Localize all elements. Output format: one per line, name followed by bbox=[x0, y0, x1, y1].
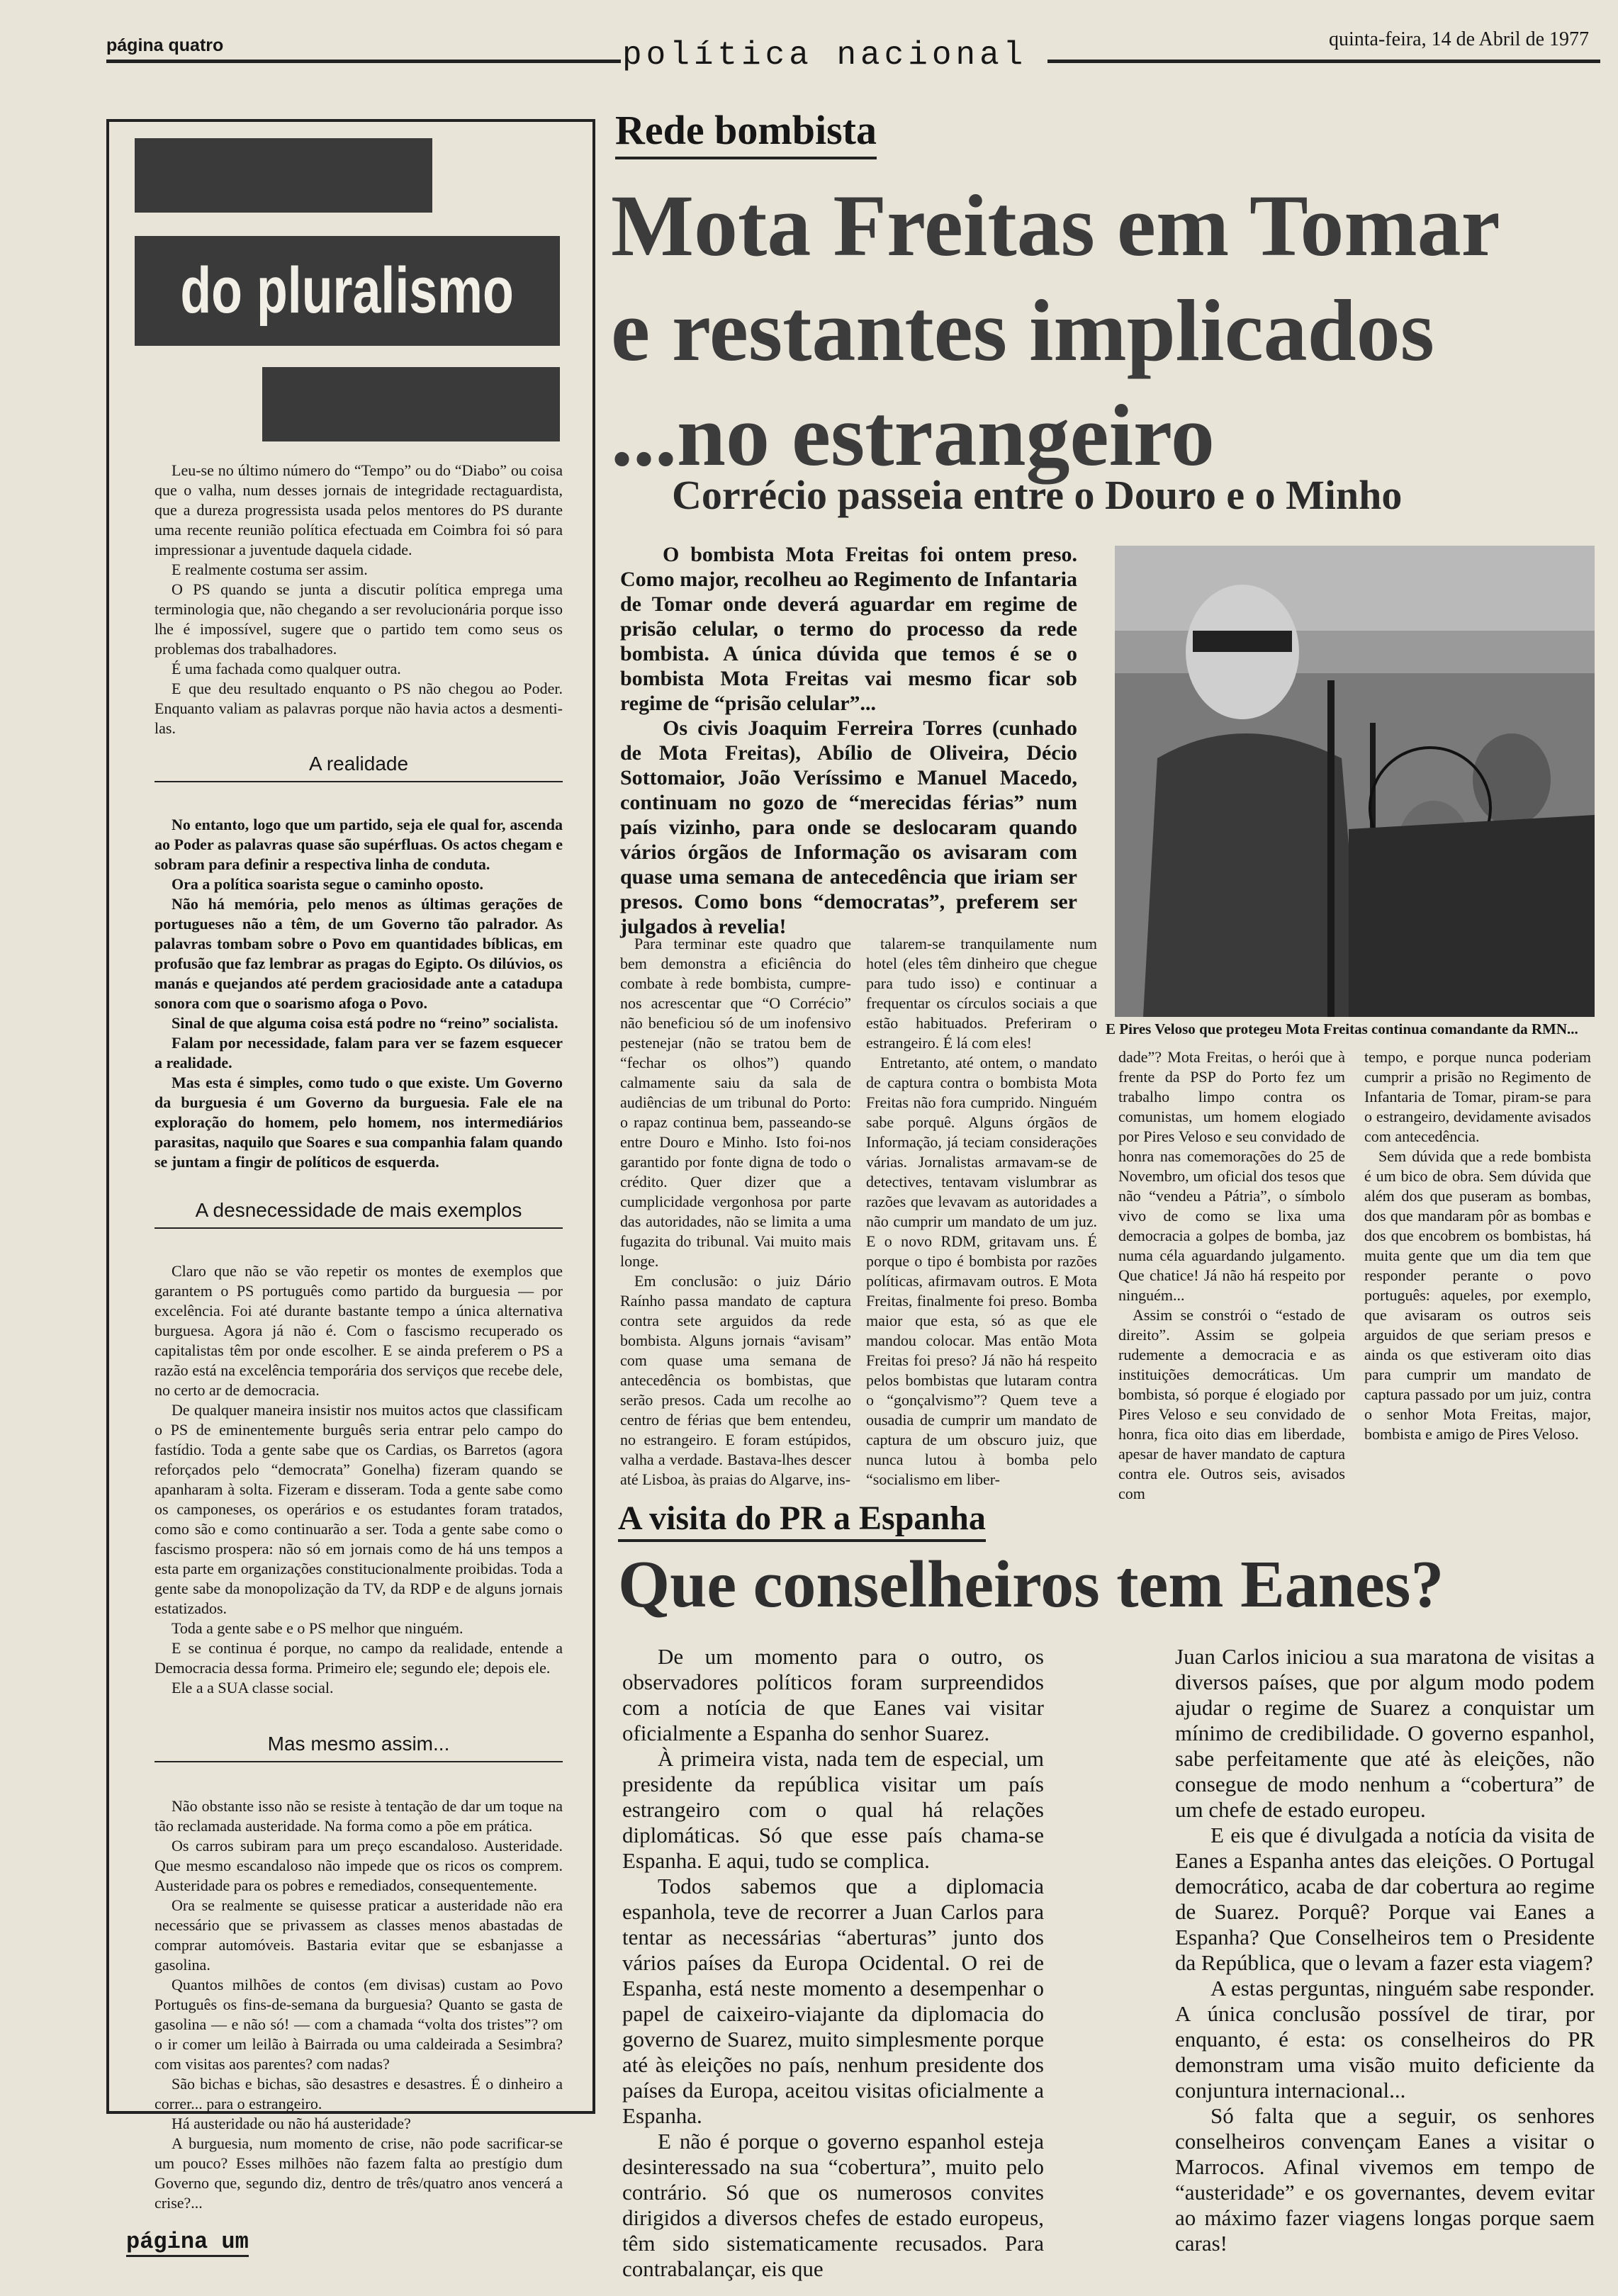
article1-col3-p1: dade”? Mota Freitas, o herói que à frente da PSP do Porto fez um trabalho limpo contra os comunistas, um homem elogiado por Pires Veloso e seu convidado de honra nas comemorações do 25 de Novembro, um oficial dos tesos que não “vendeu a Pátria”, o símbolo vivo de como se lixa uma democracia a golpes de bomba, jaz numa céla aguardando julgamento. Que chatice! Já não há respeito por ninguém... bbox=[1118, 1048, 1345, 1304]
article2-col1-p3: Todos sabemos que a diplomacia espanhola, teve de recorrer a Juan Carlos para tentar as necessárias “aberturas” junto dos vários países da Europa Ocidental. O rei de Espanha, está neste momento a desempenhar o papel de caixeiro-viajante da diplomacia do governo de Suarez, muito simplesmente porque até às eleições no país, nenhum presidente dos países da Europa, aceitou visitas oficialmente a Espanha. bbox=[622, 1874, 1044, 2128]
article1-col4-p1: tempo, e porque nunca poderiam cumprir a prisão no Regimento de Infantaria de Tomar, piram-se para o estrangeiro, devidamente avisados com antecedência. bbox=[1364, 1048, 1591, 1145]
header-rule-left bbox=[106, 60, 621, 63]
sidebar-intro bbox=[155, 461, 563, 738]
sidebar-sec3-p6: Há austeridade ou não há austeridade? bbox=[172, 2115, 411, 2132]
sidebar-sec3-p4: Quantos milhões de contos (em divisas) custam ao Povo Português os fins-de-semana da burguesia? Quanto se gasta de gasolina — e não só! — com a chamada “volta dos tristes”? om o ir comer um leilão à Bairrada ou uma caldeirada a Sesimbra? com visitas aos parentes? com nadas? bbox=[155, 1976, 563, 2073]
article2-col2 bbox=[1175, 1644, 1595, 2256]
sidebar-sec2-body bbox=[155, 1261, 563, 1698]
article1-col1 bbox=[620, 934, 851, 1490]
article2-col2-p3: A estas perguntas, ninguém sabe responder. A única conclusão possível de tirar, por enquanto, é esta: os conselheiros do PR demonstram uma visão muito deficiente da conjuntura internacional... bbox=[1175, 1976, 1595, 2103]
article2-col2-p4: Só falta que a seguir, os senhores conselheiros convençam Eanes a visitar o Marrocos. Afinal vivemos em tempo de “austeridade” e os governantes, devem evitar ao máximo fazer viagens longas porque saem caras! bbox=[1175, 2103, 1595, 2256]
article2-kicker bbox=[618, 1499, 986, 1542]
article1-headline-line1: Mota Freitas em Tomar bbox=[611, 177, 1500, 274]
article2-kicker-text: A visita do PR a Espanha bbox=[618, 1499, 986, 1537]
article1-headline-line2: e restantes implicados bbox=[611, 282, 1434, 379]
article2-col2-p1: Juan Carlos iniciou a sua maratona de visitas a diversos países, que por algum modo podem ajudar o regime de Suarez a conquistar um mínimo de credibilidade. O governo espanhol, sabe perfeitamente que até às eleições, não consegue de modo nenhum a “cobertura” de um chefe de estado europeu. bbox=[1175, 1644, 1595, 1822]
header-rule-right bbox=[1047, 60, 1600, 63]
article1-deck: Corrécio passeia entre o Douro e o Minho bbox=[672, 472, 1403, 518]
sidebar-sec2-p2: De qualquer maneira insistir nos muitos actos que classificam o PS de eminentemente burguês seria entrar pelo campo do fastídio. Toda a gente sabe que os Cardias, os Barretos (agora reforçados pelo “democrata” Gonelha) fizeram quando se apanharam à solta. Fizeram e disseram. Toda a gente sabe como os camponeses, os operários e os estudantes foram tratados, como são e como continuarão a ser. Toda a gente sabe como o fascismo prospera: não só em jornais como de há uns tempos a esta parte em organizações constitucionalmente proibidas. Toda a gente sabe da monopolização da TV, da RDP e de alguns jornais estatizados. bbox=[155, 1401, 563, 1617]
article2-headline: Que conselheiros tem Eanes? bbox=[618, 1548, 1444, 1621]
article1-photo-caption: E Pires Veloso que protegeu Mota Freitas continua comandante da RMN... bbox=[1106, 1020, 1578, 1037]
sidebar-sec2-p1: Claro que não se vão repetir os montes de exemplos que garantem o PS português como partido da burguesia — por excelência. Foi até durante bastante tempo a única alternativa burguesa. Agora já não é. Com o fascismo recuperado os capitalistas têm por onde escolher. E se ainda preferem o PS a razão está na excelência temporária dos serviços que recebe dele, no certo ar de democracia. bbox=[155, 1262, 563, 1399]
article1-col1-p1: Para terminar este quadro que bem demonstra a eficiência do combate à rede bombista, cumpre-nos acrescentar que “O Corrécio” não beneficiou só de um inofensivo pestenejar (não se tratou bem de “fechar os olhos”) quando calmamente saiu da sala de audiências de um tribunal do Porto: o rapaz continua bem, passeando-se entre Douro e Minho. Isto foi-nos garantido por fonte digna de todo o crédito. Quer dizer que a cumplicidade vergonhosa por parte das autoridades, não se limita a uma fugazita do tribunal. Vai muito mais longe. bbox=[620, 935, 851, 1270]
article2-col1-p4: E não é porque o governo espanhol esteja desinteressado na sua “cobertura”, muito pelo contrário. Só que os numerosos convites dirigidos a diversos chefes de estado europeus, têm sido sistematicamente recusados. Para contrabalançar, eis que bbox=[622, 2129, 1044, 2281]
article1-col4-p2: Sem dúvida que a rede bombista é um bico de obra. Sem dúvida que além dos que puseram as bombas, dos que mandaram pôr as bombas e dos que encobrem os bombistas, há muita gente que um dia tem que responder perante o povo português: aqueles, por exemplo, que avisaram os outros seis arguidos de que seriam presos e ainda os que estiveram oito dias para cumprir um mandato de captura passado por um juiz, contra o senhor Mota Freitas, major, bombista e amigo de Pires Veloso. bbox=[1364, 1147, 1591, 1443]
sidebar-sec1-p2: Ora a política soarista segue o caminho oposto. bbox=[172, 875, 483, 893]
header-section: política nacional bbox=[622, 37, 1028, 74]
sidebar-sec3-p7: A burguesia, num momento de crise, não pode sacrificar-se um pouco? Esses milhões não fazem falta ao prestígio dum Governo que, segundo diz, dentro de três/quatro anos vencerá a crise?... bbox=[155, 2134, 563, 2212]
sidebar-intro-p2: E realmente costuma ser assim. bbox=[172, 561, 368, 578]
officer-photo-illustration bbox=[1115, 546, 1595, 1017]
sidebar-section-heading bbox=[155, 1199, 563, 1229]
article1-col2-p2: Entretanto, até ontem, o mandato de captura contra o bombista Mota Freitas não fora cumprido. Ninguém sabe porquê. Alguns órgãos de Informação, já teciam considerações várias. Jornalistas armavam-se de detectives, tentavam vislumbrar as razões que levavam as autoridades a não cumprir um mandato de um juz. E o novo RDM, gritavam uns. É porque o tipo é bombista por razões políticas, afirmavam outros. E Mota Freitas, finalmente foi preso. Bomba maior que esta, só as que ele mandou colocar. Mas então Mota Freitas foi preso? Já não há respeito pelos bombistas que lutaram contra o “gonçalvismo”? Quem teve a ousadia de cumprir um mandato de captura de um obscuro juiz, que nunca lutou à bomba pelo “socialismo em liber- bbox=[866, 1054, 1097, 1488]
sidebar-sec3-p5: São bichas e bichas, são desastres e desastres. É o dinheiro a correr... para o estrangeiro. bbox=[155, 2075, 563, 2112]
sidebar-section-heading bbox=[155, 753, 563, 782]
article2-col2-p2: E eis que é divulgada a notícia da visita de Eanes a Espanha antes das eleições. O Portugal democrático, acaba de dar cobertura ao regime de Suarez. Porquê? Porque vai Eanes a Espanha? Que Conselheiros tem o Presidente da República, que o levam a fazer esta viagem? bbox=[1175, 1823, 1595, 1975]
article1-photo bbox=[1115, 546, 1595, 1017]
article1-col3-p2: Assim se constrói o “estado de direito”. Assim se golpeia rudemente a democracia e as instituições democráticas. Um bombista, só porque é elogiado por Pires Veloso e seu convidado de honra, fica oito dias em liberdade, apesar de haver mandato de captura contra ele. Outros seis, avisados com bbox=[1118, 1306, 1345, 1502]
sidebar-sec2-p4: E se continua é porque, no campo da realidade, entende a Democracia dessa forma. Primeiro ele; segundo ele; depois ele. bbox=[155, 1639, 563, 1677]
sidebar-sec1-p3: Não há memória, pelo menos as últimas gerações de portugueses não a têm, de um Governo tão palrador. As palavras tombam sobre o Povo em quantidades bíblicas, em profusão que faz lembrar as pragas do Egipto. Os dilúvios, os manás e quejandos até perdem graciosidade ante a catadupa sonora com que o soarismo afoga o Povo. bbox=[155, 895, 563, 1012]
header-date: quinta-feira, 14 de Abril de 1977 bbox=[1329, 28, 1590, 50]
sidebar-sec3-p1: Não obstante isso não se resiste à tentação de dar um toque na tão reclamada austeridade. Na forma como a põe em prática. bbox=[155, 1797, 563, 1835]
sidebar-section-heading bbox=[155, 1733, 563, 1762]
sidebar-sec3-title: Mas mesmo assim... bbox=[267, 1733, 450, 1755]
sidebar-sec3-p3: Ora se realmente se quisesse praticar a austeridade não era necessário que se privassem as classes menos abastadas de comprar automóveis. Bastaria evitar que se esbanjasse a gasolina. bbox=[155, 1896, 563, 1974]
sidebar-title: do pluralismo bbox=[180, 254, 515, 327]
article1-lead-p1: O bombista Mota Freitas foi ontem preso. Como major, recolheu ao Regimento de Infantaria de Tomar onde deverá aguardar em regime de prisão celular, o termo do processo da rede bombista. A única dúvida que temos é se o bombista Mota Freitas vai mesmo ficar sob regime de “prisão celular”... bbox=[620, 543, 1077, 715]
article1-kicker bbox=[615, 106, 877, 159]
sidebar-title-banner bbox=[135, 236, 560, 346]
sidebar-sec2-title: A desnecessidade de mais exemplos bbox=[195, 1199, 522, 1221]
sidebar-sec2-p5: Ele a a SUA classe social. bbox=[172, 1679, 334, 1696]
sidebar-intro-p5: E que deu resultado enquanto o PS não chegou ao Poder. Enquanto valiam as palavras porque não havia actos a desmenti-las. bbox=[155, 680, 563, 737]
article1-lead-p2: Os civis Joaquim Ferreira Torres (cunhado de Mota Freitas), Abílio de Oliveira, Décio Sottomaior, João Veríssimo e Manuel Macedo, continuam no gozo de “merecidas férias” num país vizinho, para onde se deslocaram quando vários órgãos de Informação os avisaram com quase uma semana de antecedência que iriam ser presos. Como bons “democratas”, preferem ser julgados à revelia! bbox=[620, 716, 1077, 938]
sidebar-sec3-p2: Os carros subiram para um preço escandaloso. Austeridade. Que mesmo escandaloso não impede que os ricos os comprem. Austeridade para os pobres e remediados, consequentemente. bbox=[155, 1837, 563, 1894]
footer-label bbox=[126, 2229, 249, 2257]
sidebar-sec1-p1: No entanto, logo que um partido, seja ele qual for, ascenda ao Poder as palavras quase são supérfluas. Os actos chegam e sobram para definir a respectiva linha de conduta. bbox=[155, 816, 563, 873]
sidebar-sec1-p4: Sinal de que alguma coisa está podre no “reino” socialista. bbox=[172, 1014, 558, 1032]
sidebar-title-top-bar bbox=[135, 138, 432, 213]
article1-headline-line3: ...no estrangeiro bbox=[611, 387, 1215, 484]
article1-headline bbox=[611, 174, 1596, 488]
article2-col1-p1: De um momento para o outro, os observadores políticos foram surpreendidos com a notícia de que Eanes vai visitar oficialmente a Espanha do senhor Suarez. bbox=[622, 1644, 1044, 1745]
article1-col2 bbox=[866, 934, 1097, 1490]
article1-col4 bbox=[1364, 1047, 1591, 1444]
sidebar-intro-p4: É uma fachada como qualquer outra. bbox=[172, 660, 401, 677]
header-left: página quatro bbox=[106, 35, 224, 55]
article1-col1-p2: Em conclusão: o juiz Dário Raínho passa mandato de captura contra sete arguidos da rede bombista. Alguns jornais “avisam” com quase uma semana de antecedência os bombistas, que serão presos. Cada um recolhe ao centro de férias que bem entendeu, no estrangeiro. E foram estúpidos, valha a verdade. Bastava-lhes descer até Lisboa, às praias do Algarve, ins- bbox=[620, 1272, 851, 1488]
article1-lead bbox=[620, 542, 1077, 939]
sidebar-sec1-body bbox=[155, 815, 563, 1172]
sidebar-sec1-p6: Mas esta é simples, como tudo o que existe. Um Governo da burguesia é um Governo da burguesia. Fale ele na exploração do homem, pelo homem, nos intermediários parasitas, naquilo que Soares e sua companhia falam quando se juntam a fingir de políticos de esquerda. bbox=[155, 1074, 563, 1171]
article1-col3 bbox=[1118, 1047, 1345, 1504]
article1-kicker-text: Rede bombista bbox=[615, 107, 877, 153]
article2-col1-p2: À primeira vista, nada tem de especial, um presidente da república visitar um país estrangeiro com o qual há relações diplomáticas. Só que esse país chama-se Espanha. E aqui, tudo se complica. bbox=[622, 1746, 1044, 1873]
article2-col1 bbox=[622, 1644, 1044, 2282]
article1-col2-p1: talarem-se tranquilamente num hotel (eles têm dinheiro que chegue para tudo isso) e continuar a frequentar os círculos sociais a que estão habituados. Preferiram o estrangeiro. É lá com eles! bbox=[866, 935, 1097, 1052]
sidebar-sec2-p3: Toda a gente sabe e o PS melhor que ninguém. bbox=[172, 1619, 464, 1637]
footer-label-text: página um bbox=[126, 2229, 249, 2255]
sidebar-intro-p1: Leu-se no último número do “Tempo” ou do “Diabo” ou coisa que o valha, num desses jornais de integridade rectaguardista, que a dureza progressista usada pelos mentores do PS durante uma recente reunião política efectuada em Coimbra foi só para impressionar a juventude daquela cidade. bbox=[155, 461, 563, 558]
sidebar-sec1-title: A realidade bbox=[308, 753, 409, 775]
sidebar-sec1-p5: Falam por necessidade, falam para ver se fazem esquecer a realidade. bbox=[155, 1034, 563, 1071]
sidebar-intro-p3: O PS quando se junta a discutir política emprega uma terminologia que, não chegando a ser revolucionária porque isso lhe é impossível, sugere que o partido tem como seus os problemas dos trabalhadores. bbox=[155, 580, 563, 658]
sidebar-title-bottom-bar bbox=[262, 367, 560, 441]
sidebar-sec3-body bbox=[155, 1796, 563, 2213]
